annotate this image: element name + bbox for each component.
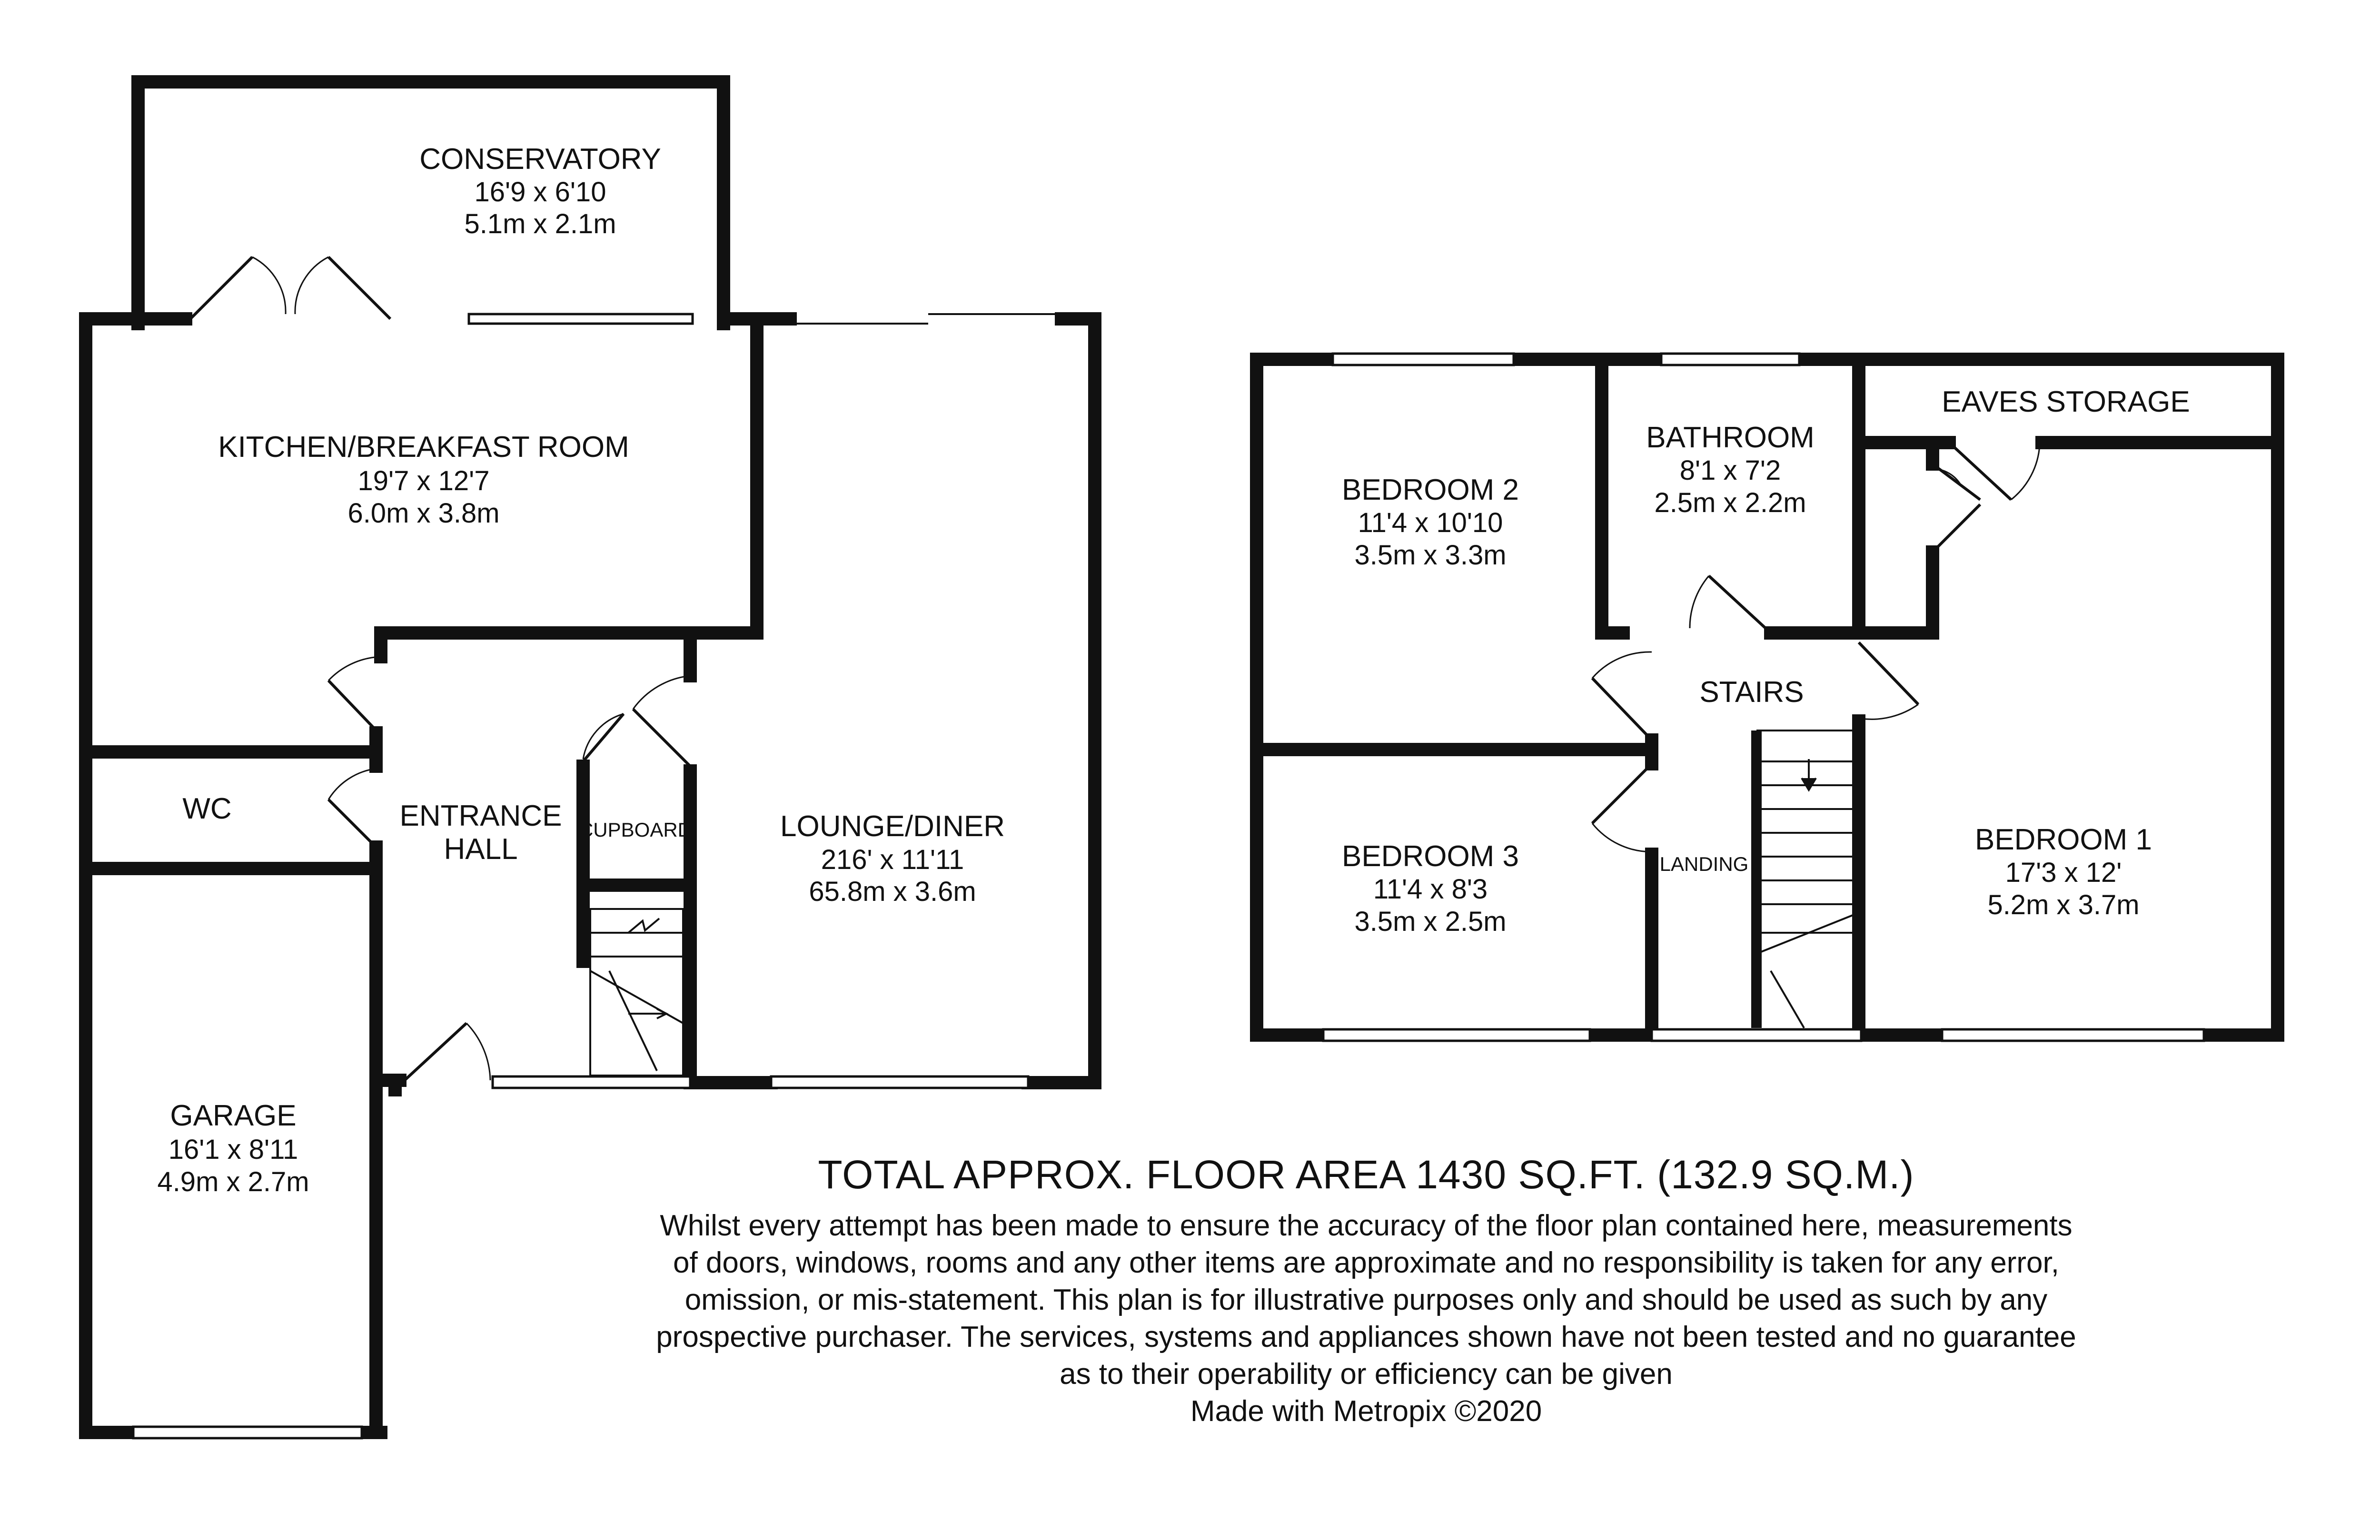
eaves-storage-name: EAVES STORAGE	[1942, 385, 2190, 418]
bedroom1-metric: 5.2m x 3.7m	[1987, 889, 2140, 920]
ground-stairs	[590, 909, 683, 1076]
bathroom-name: BATHROOM	[1646, 421, 1815, 454]
kitchen-metric: 6.0m x 3.8m	[347, 498, 500, 529]
disclaimer-line: of doors, windows, rooms and any other items are approximate and no responsibility is taken for any error,	[673, 1246, 2059, 1279]
disclaimer-line: prospective purchaser. The services, systems and appliances shown have not been tested and no guarantee	[656, 1321, 2076, 1353]
garage-metric: 4.9m x 2.7m	[157, 1166, 309, 1197]
bedroom3-name: BEDROOM 3	[1341, 840, 1519, 873]
conservatory-imperial: 16'9 x 6'10	[474, 177, 606, 207]
bedroom1-name: BEDROOM 1	[1974, 823, 2152, 856]
bedroom2-metric: 3.5m x 3.3m	[1354, 540, 1507, 571]
total-floor-area: TOTAL APPROX. FLOOR AREA 1430 SQ.FT. (132.9 SQ.M.)	[818, 1152, 1914, 1197]
disclaimer-line: as to their operability or efficiency can be given	[1060, 1358, 1673, 1391]
garage-imperial: 16'1 x 8'11	[168, 1134, 298, 1165]
wc-name: WC	[182, 792, 232, 825]
bedroom3-imperial: 11'4 x 8'3	[1373, 874, 1488, 905]
lounge-imperial: 216' x 11'11	[821, 844, 964, 875]
bedroom3-metric: 3.5m x 2.5m	[1354, 906, 1507, 937]
entrance-hall-name-1: ENTRANCE	[399, 800, 562, 832]
floor-plan-footer	[533, 1152, 2199, 1430]
lounge-metric: 65.8m x 3.6m	[809, 876, 976, 907]
bedroom1-imperial: 17'3 x 12'	[2005, 857, 2122, 888]
bedroom2-name: BEDROOM 2	[1341, 474, 1519, 506]
kitchen-imperial: 19'7 x 12'7	[357, 465, 490, 496]
conservatory-name: CONSERVATORY	[419, 143, 661, 176]
lounge-name: LOUNGE/DINER	[780, 810, 1005, 843]
bathroom-metric: 2.5m x 2.2m	[1654, 487, 1806, 518]
garage-name: GARAGE	[170, 1099, 297, 1132]
first-stairs	[1756, 731, 1856, 1028]
bathroom-imperial: 8'1 x 7'2	[1679, 455, 1781, 486]
cupboard-name: CUPBOARD	[578, 819, 693, 841]
stairs-name: STAIRS	[1699, 676, 1804, 709]
disclaimer-line: Whilst every attempt has been made to ensure the accuracy of the floor plan contained here, measurements	[660, 1209, 2073, 1242]
landing-name: LANDING	[1659, 853, 1749, 875]
kitchen-name: KITCHEN/BREAKFAST ROOM	[218, 431, 629, 464]
conservatory-metric: 5.1m x 2.1m	[464, 208, 616, 239]
metropix-credit: Made with Metropix ©2020	[1190, 1395, 1542, 1428]
disclaimer-line: omission, or mis-statement. This plan is for illustrative purposes only and should be used as such by any	[684, 1283, 2048, 1316]
bedroom2-imperial: 11'4 x 10'10	[1358, 507, 1503, 538]
entrance-hall-name-2: HALL	[444, 833, 518, 866]
